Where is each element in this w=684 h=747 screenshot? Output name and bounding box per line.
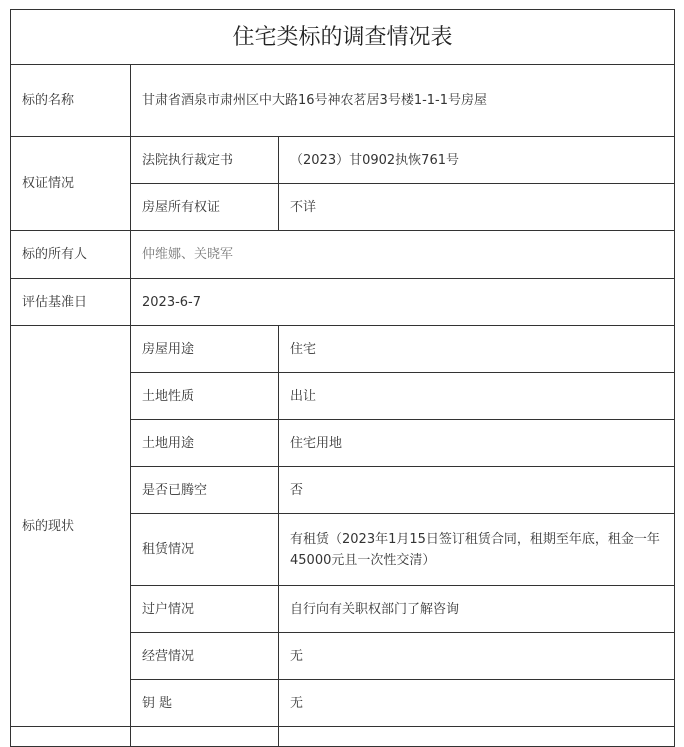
key-label: 钥 匙 [131, 680, 279, 727]
key-value: 无 [279, 680, 675, 727]
vacated-label: 是否已腾空 [131, 467, 279, 514]
operation-label: 经营情况 [131, 633, 279, 680]
trailing-cell [279, 727, 675, 747]
trailing-cell [131, 727, 279, 747]
trailing-cell [11, 727, 131, 747]
court-ruling-label: 法院执行裁定书 [131, 137, 279, 184]
subject-name-label: 标的名称 [11, 65, 131, 137]
property-certificate-label: 房屋所有权证 [131, 184, 279, 231]
property-certificate-value: 不详 [279, 184, 675, 231]
land-nature-value: 出让 [279, 373, 675, 420]
court-ruling-value: （2023）甘0902执恢761号 [279, 137, 675, 184]
valuation-date-value: 2023-6-7 [131, 279, 675, 326]
ownership-label: 权证情况 [11, 137, 131, 231]
transfer-value: 自行向有关职权部门了解咨询 [279, 586, 675, 633]
lease-value: 有租赁（2023年1月15日签订租赁合同，租期至年底，租金一年45000元且一次性交清） [279, 514, 675, 586]
land-use-label: 土地用途 [131, 420, 279, 467]
owner-value: 仲维娜、关晓军 [131, 231, 675, 279]
table-title: 住宅类标的调查情况表 [11, 10, 675, 65]
status-label: 标的现状 [11, 326, 131, 727]
valuation-date-label: 评估基准日 [11, 279, 131, 326]
survey-table [10, 9, 675, 747]
owner-label: 标的所有人 [11, 231, 131, 279]
land-nature-label: 土地性质 [131, 373, 279, 420]
house-use-label: 房屋用途 [131, 326, 279, 373]
transfer-label: 过户情况 [131, 586, 279, 633]
subject-name-value: 甘肃省酒泉市肃州区中大路16号神农茗居3号楼1-1-1号房屋 [131, 65, 675, 137]
land-use-value: 住宅用地 [279, 420, 675, 467]
operation-value: 无 [279, 633, 675, 680]
vacated-value: 否 [279, 467, 675, 514]
house-use-value: 住宅 [279, 326, 675, 373]
lease-label: 租赁情况 [131, 514, 279, 586]
